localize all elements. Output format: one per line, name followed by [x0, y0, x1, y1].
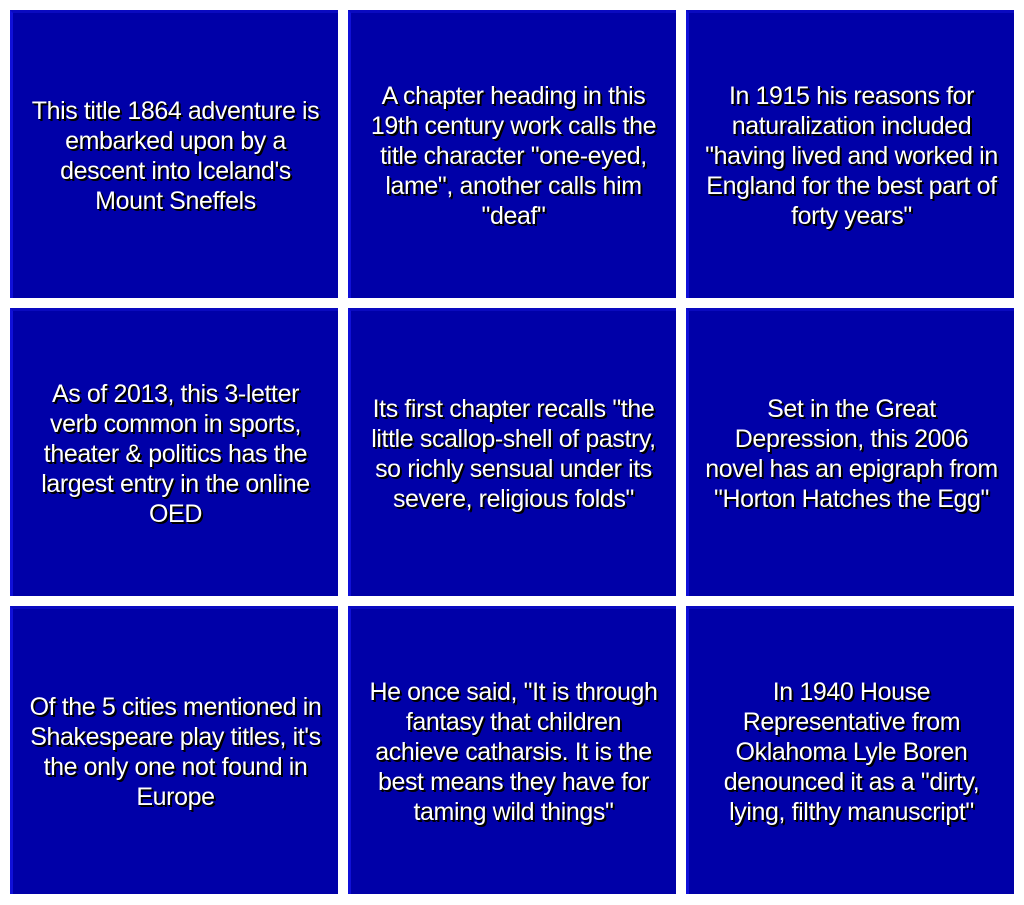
clue-tile-1[interactable]: [10, 10, 338, 298]
clue-text-6: Set in the Great Depression, this 2006 novel has an epigraph from "Horton Hatches the Egg": [705, 394, 998, 513]
clue-text-9: In 1940 House Representative from Oklahoma Lyle Boren denounced it as a "dirty, lying, filthy manuscript": [723, 677, 980, 826]
clue-text-8: He once said, "It is through fantasy that children achieve catharsis. It is the best means they have for taming wild things": [369, 677, 658, 826]
clue-tile-7[interactable]: [10, 606, 338, 894]
clue-text-3: In 1915 his reasons for naturalization included "having lived and worked in England for the best part of forty years": [705, 81, 998, 230]
clue-text-1: This title 1864 adventure is embarked upon by a descent into Iceland's Mount Sneffels: [31, 96, 320, 215]
clue-tile-3[interactable]: [686, 10, 1014, 298]
clue-text-2: A chapter heading in this 19th century work calls the title character "one-eyed, lame", another calls him "deaf": [370, 81, 657, 230]
clue-tile-5[interactable]: [348, 308, 676, 596]
clue-tile-4[interactable]: [10, 308, 338, 596]
clue-tile-8[interactable]: [348, 606, 676, 894]
clue-text-4: As of 2013, this 3-letter verb common in sports, theater & politics has the largest entry in the online OED: [41, 379, 310, 528]
clue-tile-6[interactable]: [686, 308, 1014, 596]
clue-text-7: Of the 5 cities mentioned in Shakespeare play titles, it's the only one not found in Europe: [29, 692, 322, 811]
clue-tile-9[interactable]: [686, 606, 1014, 894]
clue-text-5: Its first chapter recalls "the little scallop-shell of pastry, so richly sensual under its severe, religious folds": [371, 394, 656, 513]
clue-tile-2[interactable]: [348, 10, 676, 298]
